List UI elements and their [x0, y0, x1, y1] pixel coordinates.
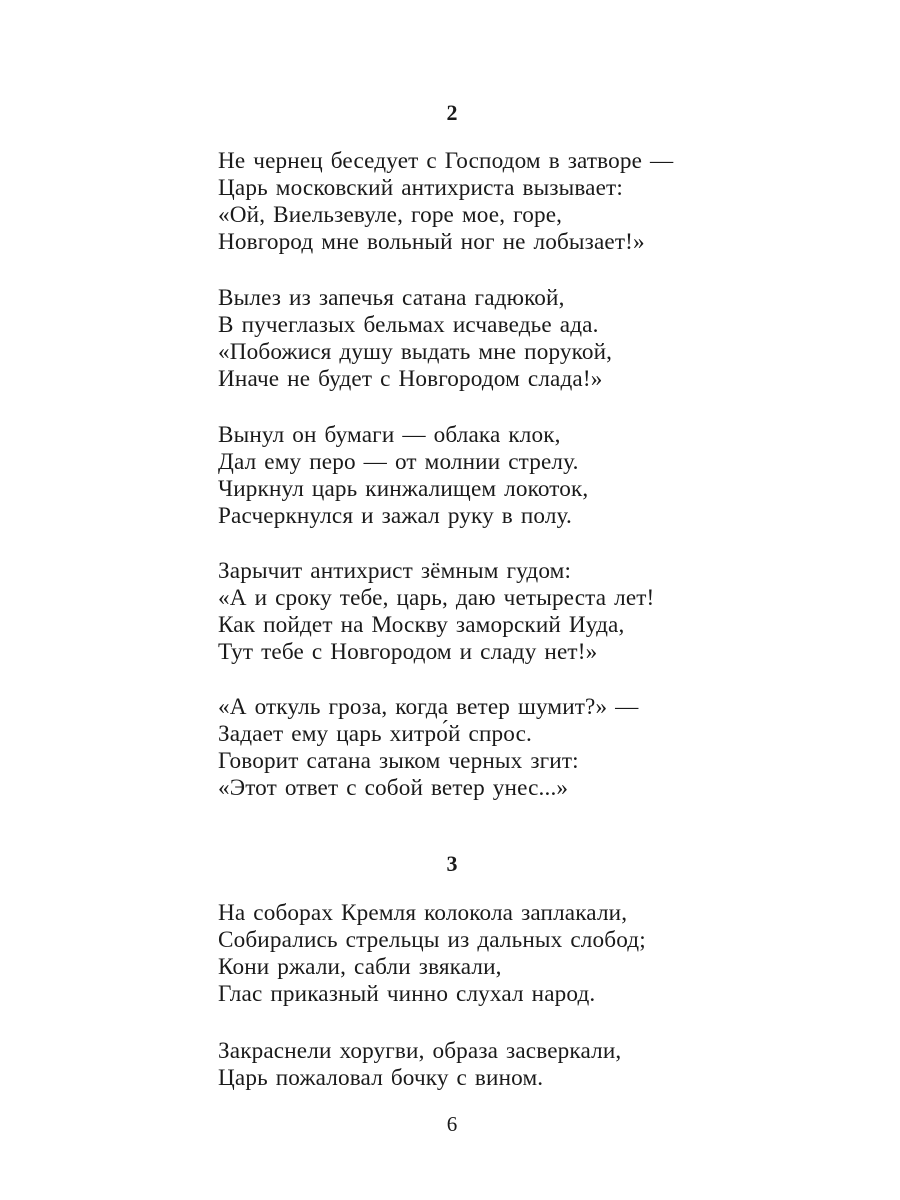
page-number: 6: [446, 1112, 458, 1136]
verse-line: Не чернец беседует с Господом в затворе —: [218, 148, 674, 174]
verse-line: В пучеглазых бельмах исчаведье ада.: [218, 312, 599, 338]
stanza: [218, 694, 639, 802]
stanza: [218, 558, 654, 666]
verse-line: Иначе не будет с Новгородом слада!»: [218, 366, 603, 392]
verse-line: Кони ржали, сабли звякали,: [218, 954, 502, 980]
stanza: [218, 148, 673, 256]
verse-line: Закраснели хоругви, образа засверкали,: [218, 1038, 622, 1064]
verse-line: Вылез из запечья сатана гадюкой,: [218, 285, 565, 311]
verse-line: Вынул он бумаги — облака клок,: [218, 422, 561, 448]
verse-line: Царь пожаловал бочку с вином.: [218, 1065, 544, 1091]
stanza: [218, 422, 588, 530]
verse-line: Говорит сатана зыком черных згит:: [218, 748, 579, 774]
verse-line: Глас приказный чинно слухал народ.: [218, 981, 596, 1007]
verse-line: «Этот ответ с собой ветер унес...»: [218, 775, 569, 801]
verse-line: Как пойдет на Москву заморский Иуда,: [218, 612, 625, 638]
verse-line: Чиркнул царь кинжалищем локоток,: [218, 476, 589, 502]
verse-line: На соборах Кремля колокола заплакали,: [218, 900, 628, 926]
verse-line: Собирались стрельцы из дальных слобод;: [218, 927, 646, 953]
stanza: [218, 900, 646, 1008]
verse-line: Задает ему царь хитро́й спрос.: [218, 721, 532, 747]
verse-line: «Побожися душу выдать мне порукой,: [218, 339, 613, 365]
verse-line: Зарычит антихрист зёмным гудом:: [218, 558, 572, 584]
stanza: [218, 1038, 621, 1092]
verse-line: Тут тебе с Новгородом и сладу нет!»: [218, 639, 598, 665]
verse-line: «Ой, Виельзевуле, горе мое, горе,: [218, 202, 563, 228]
section-number: 3: [446, 851, 458, 876]
stanza: [218, 285, 612, 393]
verse-line: Расчеркнулся и зажал руку в полу.: [218, 503, 572, 529]
verse-line: «А откуль гроза, когда ветер шумит?» —: [218, 694, 639, 720]
verse-line: Новгород мне вольный ног не лобызает!»: [218, 229, 645, 255]
verse-line: Царь московский антихриста вызывает:: [218, 175, 623, 201]
verse-line: «А и сроку тебе, царь, даю четыреста лет!: [218, 585, 655, 611]
verse-line: Дал ему перо — от молнии стрелу.: [218, 449, 579, 475]
section-number: 2: [446, 100, 458, 125]
